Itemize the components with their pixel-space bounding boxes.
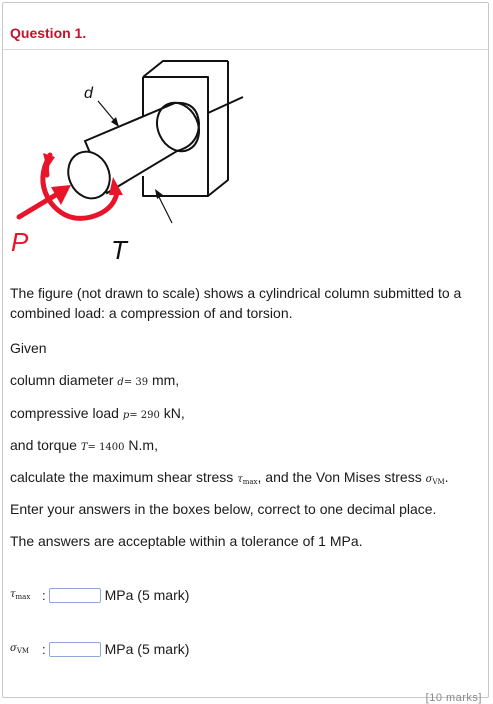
surface-pointer	[155, 189, 172, 223]
torque-label: and torque	[10, 437, 77, 453]
tau-max-input[interactable]	[49, 588, 101, 603]
answer-sigma-colon: :	[42, 641, 46, 657]
label-d: d	[84, 85, 93, 102]
tolerance-note: The answers are acceptable within a tolerance of 1 MPa.	[10, 533, 363, 549]
calc-end: .	[444, 469, 449, 485]
calc-mid: , and the Von Mises stress	[257, 469, 422, 485]
calc-prefix: calculate the maximum shear stress	[10, 469, 234, 485]
question-card	[2, 2, 489, 704]
sigma-sub: VM	[432, 478, 445, 486]
diameter-label: column diameter	[10, 372, 114, 388]
problem-intro	[10, 283, 484, 323]
instructions: Enter your answers in the boxes below, correct to one decimal place.	[10, 501, 437, 517]
sigma-glyph: σ	[425, 474, 433, 485]
diameter-symbol: d	[117, 377, 124, 388]
column-figure	[7, 53, 257, 273]
load-unit: kN,	[163, 405, 185, 421]
label-p: P	[11, 227, 29, 257]
question-title: Question 1.	[10, 25, 87, 41]
torque-symbol: T	[80, 442, 88, 453]
diameter-value: = 39	[123, 377, 149, 388]
load-symbol: p	[122, 410, 130, 421]
answer-row-sigma	[10, 639, 189, 659]
torque-unit: N.m,	[128, 437, 158, 453]
label-t: T	[111, 235, 127, 265]
question-header	[3, 3, 488, 50]
cylinder	[61, 96, 207, 205]
sigma-vm-symbol	[426, 474, 445, 485]
intro-text: The figure (not drawn to scale) shows a cylindrical column submitted to a combined load: a compression of and torsion.	[10, 285, 462, 321]
answer-tau-unit: MPa (5 mark)	[104, 587, 190, 603]
answer-row-tau	[10, 585, 189, 605]
tau-glyph: τ	[237, 474, 243, 485]
tau-sub: max	[242, 478, 258, 486]
answer-tau-sub: max	[15, 593, 31, 601]
given-label: Given	[10, 340, 47, 356]
answer-tau-glyph: τ	[10, 589, 16, 600]
load-value: = 290	[129, 410, 160, 421]
answer-tau-colon: :	[42, 587, 46, 603]
marks-note: [10 marks]	[425, 692, 482, 704]
torque-line	[10, 435, 158, 458]
answer-sigma-symbol	[10, 643, 42, 655]
load-label: compressive load	[10, 405, 119, 421]
tau-max-symbol	[237, 474, 257, 485]
answer-sigma-glyph: σ	[10, 643, 17, 654]
answer-sigma-sub: VM	[16, 647, 30, 655]
diameter-pointer	[98, 101, 119, 127]
load-line	[10, 403, 185, 426]
answer-tau-symbol	[10, 589, 42, 601]
torque-value: = 1400	[87, 442, 125, 453]
sigma-vm-input[interactable]	[49, 642, 101, 657]
answer-sigma-unit: MPa (5 mark)	[104, 641, 190, 657]
diameter-line	[10, 370, 179, 393]
calculate-line	[10, 467, 449, 492]
diameter-unit: mm,	[151, 372, 180, 388]
